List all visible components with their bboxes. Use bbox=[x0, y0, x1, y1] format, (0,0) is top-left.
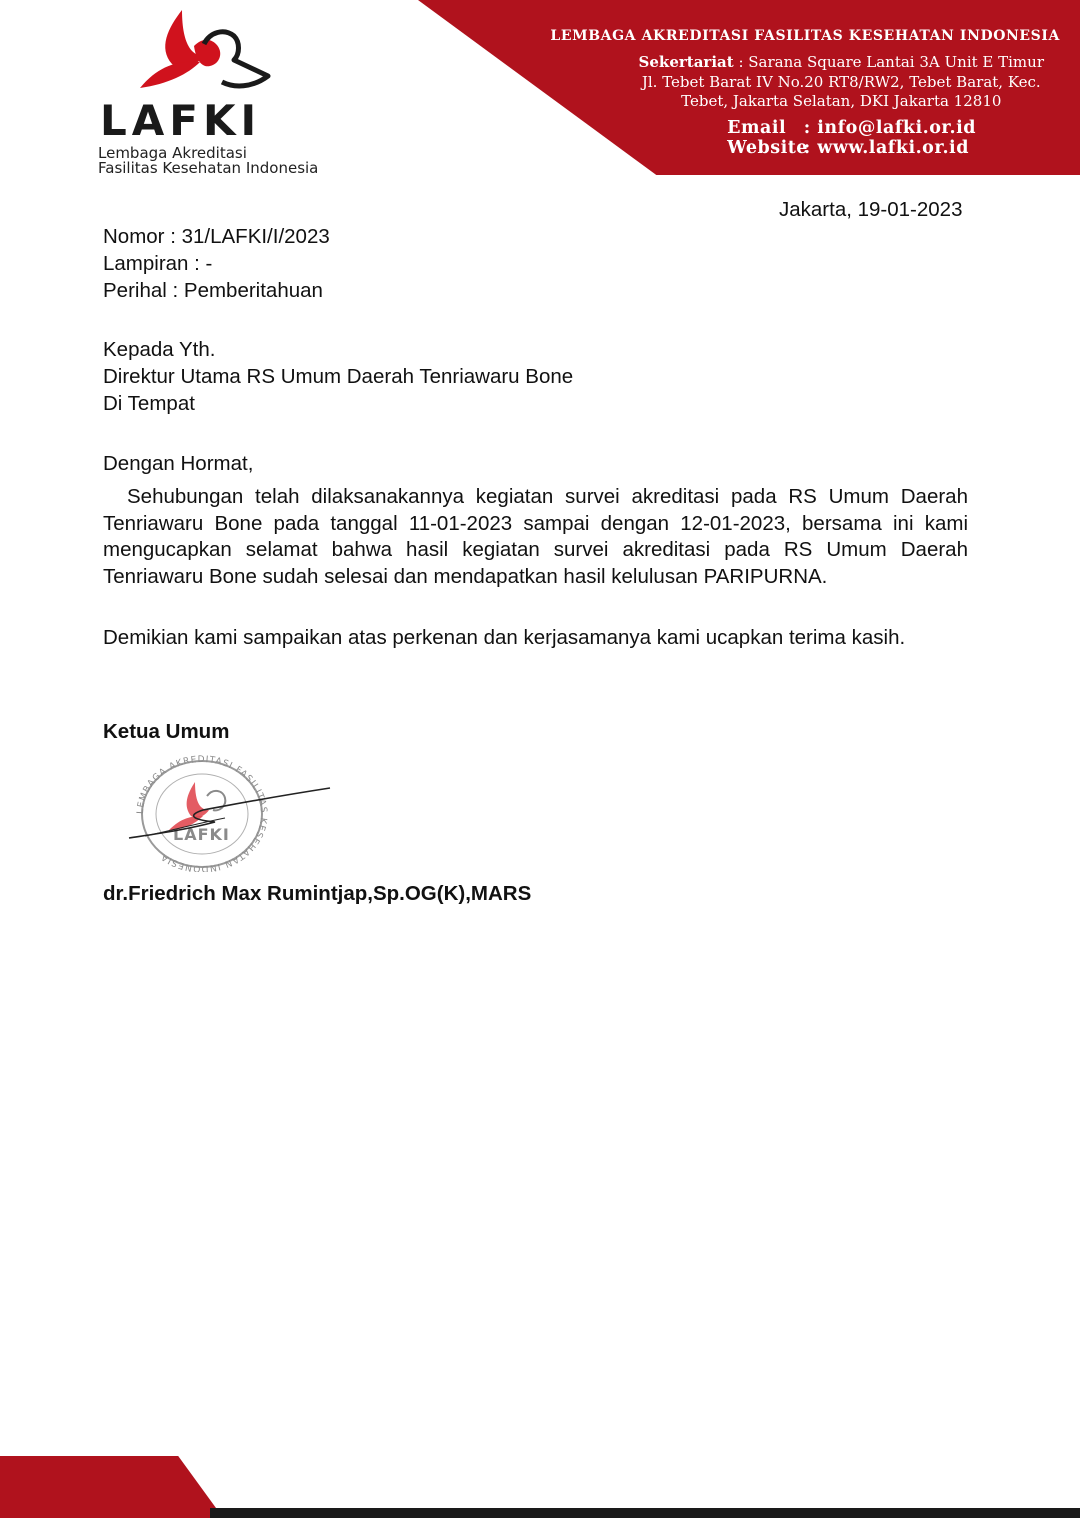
greeting: Dengan Hormat, bbox=[103, 452, 254, 475]
recipient-line3: Di Tempat bbox=[103, 392, 195, 415]
secretariat-label: Sekertariat bbox=[638, 53, 734, 71]
organization-name: LEMBAGA AKREDITASI FASILITAS KESEHATAN INDONESIA bbox=[550, 28, 1060, 44]
stamp-ring-text: LEMBAGA AKREDITASI FASILITAS KESEHATAN INDONESIA bbox=[135, 754, 269, 872]
letter-subject: Perihal : Pemberitahuan bbox=[103, 279, 323, 302]
recipient-line1: Kepada Yth. bbox=[103, 338, 216, 361]
secretariat-address bbox=[639, 53, 1044, 112]
signer-name: dr.Friedrich Max Rumintjap,Sp.OG(K),MARS bbox=[103, 882, 532, 905]
footer-accent bbox=[0, 1456, 1080, 1508]
recipient-block bbox=[103, 336, 573, 417]
logo-subtitle bbox=[98, 146, 318, 176]
letter-date: Jakarta, 19-01-2023 bbox=[779, 198, 963, 221]
logo-wordmark: LAFKI bbox=[100, 96, 262, 145]
stamp-center-text: LAFKI bbox=[173, 825, 230, 844]
official-stamp-icon bbox=[125, 752, 340, 872]
footer-line-accent bbox=[0, 1508, 210, 1518]
secretariat-line2: Jl. Tebet Barat IV No.20 RT8/RW2, Tebet Barat, Kec. bbox=[641, 72, 1041, 91]
secretariat-line1: : Sarana Square Lantai 3A Unit E Timur bbox=[738, 53, 1044, 71]
recipient-line2: Direktur Utama RS Umum Daerah Tenriawaru Bone bbox=[103, 365, 574, 388]
closing-sentence: Demikian kami sampaikan atas perkenan dan kerjasamanya kami ucapkan terima kasih. bbox=[103, 626, 906, 649]
email-label: Email bbox=[727, 118, 787, 138]
letter-attachment: Lampiran : - bbox=[103, 252, 213, 275]
email-value: : info@lafki.or.id bbox=[803, 118, 976, 138]
letter-meta bbox=[103, 223, 330, 304]
logo-subtitle-line1: Lembaga Akreditasi bbox=[98, 144, 247, 162]
letter-body: Sehubungan telah dilaksanakannya kegiatan survei akreditasi pada RS Umum Daerah Tenriawaru Bone pada tanggal 11-01-2023 sampai dengan 12-01-2023, bersama ini kami mengucapkan selamat bahwa hasil kegiatan survei akreditasi pada RS Umum Daerah Tenriawaru Bone sudah selesai dan mendapatkan hasil kelulusan PARIPURNA. bbox=[103, 485, 968, 588]
contact-info bbox=[727, 118, 976, 158]
letter-number: Nomor : 31/LAFKI/I/2023 bbox=[103, 225, 330, 248]
website-value: : www.lafki.or.id bbox=[803, 138, 969, 158]
signer-title: Ketua Umum bbox=[103, 720, 230, 743]
lafki-logo-icon bbox=[138, 8, 274, 96]
website-label: Website bbox=[727, 138, 808, 158]
logo-subtitle-line2: Fasilitas Kesehatan Indonesia bbox=[98, 159, 319, 177]
secretariat-line3: Tebet, Jakarta Selatan, DKI Jakarta 12810 bbox=[681, 92, 1002, 110]
